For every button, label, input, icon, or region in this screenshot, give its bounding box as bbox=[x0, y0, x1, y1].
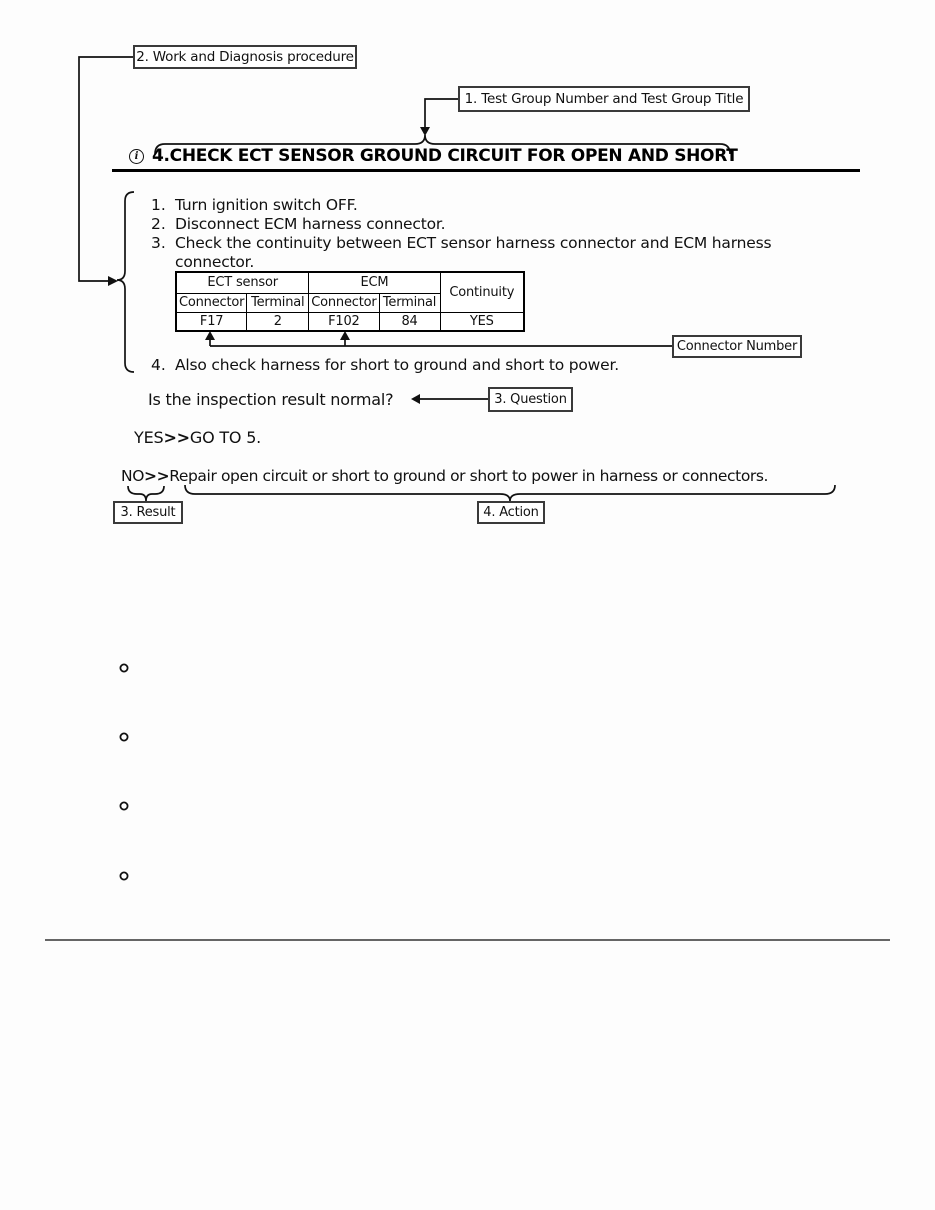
arrow-up-icon bbox=[340, 331, 350, 340]
continuity-table bbox=[175, 271, 525, 332]
callout-question: 3. Question bbox=[488, 387, 573, 412]
result-yes-action: GO TO 5. bbox=[189, 428, 262, 447]
test-group-title: 4.CHECK ECT SENSOR GROUND CIRCUIT FOR OPEN AND SHORT bbox=[152, 146, 738, 166]
result-yes-separator: >> bbox=[163, 428, 190, 447]
connector-line-test-group bbox=[425, 99, 458, 127]
result-no-separator: >> bbox=[144, 467, 170, 485]
heading-underline bbox=[112, 169, 860, 172]
callout-test-group: 1. Test Group Number and Test Group Title bbox=[458, 86, 750, 112]
arrow-down-icon bbox=[420, 127, 430, 136]
callout-work-diagnosis: 2. Work and Diagnosis procedure bbox=[133, 45, 357, 69]
bullet-circle bbox=[120, 664, 127, 671]
info-icon: i bbox=[129, 149, 144, 164]
step-text: Also check harness for short to ground and short to power. bbox=[175, 356, 619, 374]
table-group-header: ECM bbox=[309, 272, 440, 293]
result-line-no bbox=[121, 467, 768, 485]
table-sub-header: Connector bbox=[176, 293, 247, 312]
step-number: 1. bbox=[151, 196, 166, 214]
table-cell-connector: F17 bbox=[176, 312, 247, 331]
table-data-row bbox=[176, 312, 524, 331]
underbrace-action bbox=[185, 485, 835, 501]
arrow-left-icon bbox=[411, 394, 420, 404]
step-text-continuation: connector. bbox=[175, 253, 255, 271]
step-number: 2. bbox=[151, 215, 166, 233]
table-group-header: ECT sensor bbox=[176, 272, 309, 293]
table-cell-terminal: 2 bbox=[247, 312, 309, 331]
underbrace-result bbox=[128, 486, 164, 501]
step-number: 3. bbox=[151, 234, 166, 252]
arrow-up-icon bbox=[205, 331, 215, 340]
table-group-header: Continuity bbox=[440, 272, 524, 312]
question-text: Is the inspection result normal? bbox=[148, 390, 394, 409]
bullet-circle bbox=[120, 872, 127, 879]
connector-line-connector-number bbox=[210, 337, 672, 346]
step-text: Disconnect ECM harness connector. bbox=[175, 215, 446, 233]
result-line-yes bbox=[134, 428, 261, 447]
table-group-header-row bbox=[176, 272, 524, 293]
callout-connector-number: Connector Number bbox=[672, 335, 802, 358]
table-cell-terminal: 84 bbox=[379, 312, 440, 331]
callout-action: 4. Action bbox=[477, 501, 545, 524]
bullet-circle bbox=[120, 802, 127, 809]
arrow-right-icon bbox=[108, 276, 118, 286]
result-yes-label: YES bbox=[134, 428, 164, 447]
table-cell-connector: F102 bbox=[309, 312, 379, 331]
table-cell-continuity: YES bbox=[440, 312, 524, 331]
table-sub-header: Connector bbox=[309, 293, 379, 312]
step-number: 4. bbox=[151, 356, 166, 374]
callout-result: 3. Result bbox=[113, 501, 183, 524]
step-text: Check the continuity between ECT sensor harness connector and ECM harness bbox=[175, 234, 772, 252]
table-sub-header: Terminal bbox=[379, 293, 440, 312]
bullet-circle bbox=[120, 733, 127, 740]
result-no-label: NO bbox=[121, 467, 144, 485]
step-text: Turn ignition switch OFF. bbox=[175, 196, 358, 214]
table-sub-header: Terminal bbox=[247, 293, 309, 312]
left-brace-procedure bbox=[117, 192, 134, 372]
result-no-action: Repair open circuit or short to ground or short to power in harness or connectors. bbox=[169, 467, 769, 485]
